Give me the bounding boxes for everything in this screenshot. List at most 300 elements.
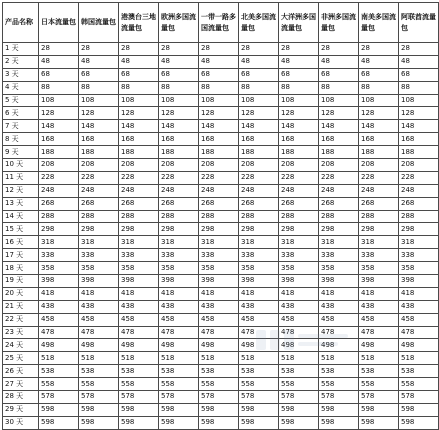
price-cell: 458 xyxy=(239,313,279,326)
price-cell: 478 xyxy=(119,326,159,339)
day-label: 4 天 xyxy=(3,81,39,94)
table-row xyxy=(3,249,439,262)
price-cell: 358 xyxy=(319,262,359,275)
day-label: 25 天 xyxy=(3,352,39,365)
price-cell: 108 xyxy=(199,94,239,107)
price-cell: 518 xyxy=(199,352,239,365)
price-cell: 88 xyxy=(359,81,399,94)
price-cell: 48 xyxy=(159,55,199,68)
price-cell: 598 xyxy=(79,403,119,416)
price-cell: 418 xyxy=(279,287,319,300)
header-belt-and-road: 一带一路多国流量包 xyxy=(199,3,239,43)
price-cell: 358 xyxy=(399,262,439,275)
price-cell: 108 xyxy=(79,94,119,107)
price-cell: 148 xyxy=(79,120,119,133)
price-cell: 208 xyxy=(119,159,159,172)
price-cell: 28 xyxy=(239,43,279,56)
price-cell: 88 xyxy=(399,81,439,94)
price-cell: 248 xyxy=(119,184,159,197)
table-row xyxy=(3,68,439,81)
header-japan: 日本流量包 xyxy=(39,3,79,43)
table-row xyxy=(3,107,439,120)
price-cell: 598 xyxy=(239,416,279,429)
price-cell: 248 xyxy=(319,184,359,197)
price-cell: 48 xyxy=(239,55,279,68)
price-cell: 68 xyxy=(39,68,79,81)
price-cell: 598 xyxy=(159,416,199,429)
day-label: 18 天 xyxy=(3,262,39,275)
price-cell: 578 xyxy=(159,391,199,404)
day-label: 17 天 xyxy=(3,249,39,262)
header-north-america: 北美多国流量包 xyxy=(239,3,279,43)
header-south-america: 南美多国流量包 xyxy=(359,3,399,43)
price-cell: 478 xyxy=(359,326,399,339)
price-cell: 148 xyxy=(319,120,359,133)
price-cell: 398 xyxy=(199,275,239,288)
table-row xyxy=(3,313,439,326)
price-cell: 108 xyxy=(239,94,279,107)
table-row xyxy=(3,287,439,300)
price-cell: 518 xyxy=(279,352,319,365)
price-cell: 298 xyxy=(279,223,319,236)
price-cell: 518 xyxy=(399,352,439,365)
price-cell: 338 xyxy=(159,249,199,262)
price-cell: 458 xyxy=(119,313,159,326)
traffic-package-price-table xyxy=(2,2,439,430)
price-cell: 148 xyxy=(239,120,279,133)
price-cell: 128 xyxy=(199,107,239,120)
price-cell: 318 xyxy=(159,236,199,249)
price-cell: 208 xyxy=(159,159,199,172)
price-cell: 458 xyxy=(199,313,239,326)
table-row xyxy=(3,133,439,146)
table-row xyxy=(3,416,439,429)
price-cell: 478 xyxy=(239,326,279,339)
price-cell: 318 xyxy=(359,236,399,249)
price-cell: 418 xyxy=(39,287,79,300)
price-cell: 458 xyxy=(319,313,359,326)
day-label: 21 天 xyxy=(3,300,39,313)
price-cell: 88 xyxy=(119,81,159,94)
price-cell: 168 xyxy=(239,133,279,146)
price-cell: 418 xyxy=(119,287,159,300)
price-cell: 438 xyxy=(39,300,79,313)
price-cell: 498 xyxy=(199,339,239,352)
price-cell: 68 xyxy=(159,68,199,81)
price-cell: 338 xyxy=(399,249,439,262)
price-cell: 28 xyxy=(79,43,119,56)
price-cell: 518 xyxy=(239,352,279,365)
day-label: 11 天 xyxy=(3,171,39,184)
price-cell: 268 xyxy=(279,197,319,210)
price-cell: 188 xyxy=(239,146,279,159)
price-cell: 188 xyxy=(199,146,239,159)
price-cell: 168 xyxy=(39,133,79,146)
price-cell: 168 xyxy=(319,133,359,146)
price-cell: 518 xyxy=(319,352,359,365)
price-cell: 88 xyxy=(199,81,239,94)
price-cell: 228 xyxy=(199,171,239,184)
price-cell: 68 xyxy=(279,68,319,81)
price-cell: 498 xyxy=(159,339,199,352)
day-label: 20 天 xyxy=(3,287,39,300)
price-cell: 298 xyxy=(39,223,79,236)
price-cell: 458 xyxy=(359,313,399,326)
price-cell: 288 xyxy=(399,210,439,223)
price-cell: 398 xyxy=(359,275,399,288)
price-cell: 298 xyxy=(399,223,439,236)
price-cell: 418 xyxy=(319,287,359,300)
table-row xyxy=(3,171,439,184)
price-cell: 168 xyxy=(199,133,239,146)
price-cell: 188 xyxy=(79,146,119,159)
price-cell: 48 xyxy=(279,55,319,68)
price-cell: 188 xyxy=(159,146,199,159)
price-cell: 398 xyxy=(159,275,199,288)
price-cell: 538 xyxy=(79,365,119,378)
price-cell: 478 xyxy=(279,326,319,339)
price-cell: 598 xyxy=(79,416,119,429)
table-row xyxy=(3,94,439,107)
price-cell: 578 xyxy=(399,391,439,404)
price-cell: 28 xyxy=(119,43,159,56)
price-cell: 358 xyxy=(359,262,399,275)
price-cell: 28 xyxy=(319,43,359,56)
day-label: 5 天 xyxy=(3,94,39,107)
price-cell: 248 xyxy=(159,184,199,197)
price-cell: 558 xyxy=(119,378,159,391)
price-cell: 88 xyxy=(279,81,319,94)
price-cell: 88 xyxy=(159,81,199,94)
price-cell: 478 xyxy=(159,326,199,339)
price-cell: 288 xyxy=(119,210,159,223)
price-cell: 318 xyxy=(79,236,119,249)
price-cell: 168 xyxy=(359,133,399,146)
price-cell: 248 xyxy=(279,184,319,197)
price-cell: 498 xyxy=(279,339,319,352)
price-cell: 108 xyxy=(279,94,319,107)
day-label: 7 天 xyxy=(3,120,39,133)
price-cell: 128 xyxy=(319,107,359,120)
header-hk-macau-taiwan: 港澳台三地流量包 xyxy=(119,3,159,43)
price-cell: 578 xyxy=(39,391,79,404)
day-label: 10 天 xyxy=(3,159,39,172)
price-cell: 208 xyxy=(279,159,319,172)
price-cell: 268 xyxy=(239,197,279,210)
table-row xyxy=(3,146,439,159)
price-cell: 48 xyxy=(319,55,359,68)
price-cell: 188 xyxy=(39,146,79,159)
header-europe: 欧洲多国流量包 xyxy=(159,3,199,43)
table-row xyxy=(3,43,439,56)
price-cell: 558 xyxy=(39,378,79,391)
price-cell: 338 xyxy=(359,249,399,262)
price-cell: 248 xyxy=(199,184,239,197)
price-cell: 318 xyxy=(39,236,79,249)
price-cell: 558 xyxy=(159,378,199,391)
price-cell: 298 xyxy=(239,223,279,236)
day-label: 6 天 xyxy=(3,107,39,120)
price-cell: 598 xyxy=(39,416,79,429)
price-cell: 538 xyxy=(239,365,279,378)
price-cell: 128 xyxy=(119,107,159,120)
price-cell: 168 xyxy=(399,133,439,146)
price-cell: 598 xyxy=(279,403,319,416)
price-cell: 598 xyxy=(319,416,359,429)
price-cell: 68 xyxy=(199,68,239,81)
price-cell: 578 xyxy=(319,391,359,404)
price-cell: 268 xyxy=(39,197,79,210)
price-cell: 208 xyxy=(79,159,119,172)
price-cell: 358 xyxy=(39,262,79,275)
price-cell: 358 xyxy=(199,262,239,275)
price-cell: 288 xyxy=(239,210,279,223)
price-cell: 28 xyxy=(39,43,79,56)
price-cell: 228 xyxy=(359,171,399,184)
price-cell: 318 xyxy=(199,236,239,249)
price-cell: 318 xyxy=(399,236,439,249)
table-row xyxy=(3,378,439,391)
price-cell: 298 xyxy=(319,223,359,236)
price-cell: 48 xyxy=(199,55,239,68)
price-cell: 68 xyxy=(119,68,159,81)
price-cell: 318 xyxy=(279,236,319,249)
price-cell: 598 xyxy=(319,403,359,416)
price-cell: 518 xyxy=(119,352,159,365)
price-cell: 68 xyxy=(79,68,119,81)
table-row xyxy=(3,236,439,249)
price-cell: 248 xyxy=(359,184,399,197)
price-cell: 558 xyxy=(79,378,119,391)
price-cell: 188 xyxy=(399,146,439,159)
price-cell: 438 xyxy=(79,300,119,313)
price-cell: 358 xyxy=(279,262,319,275)
price-cell: 478 xyxy=(199,326,239,339)
price-cell: 268 xyxy=(399,197,439,210)
price-cell: 338 xyxy=(279,249,319,262)
price-cell: 598 xyxy=(119,403,159,416)
price-cell: 458 xyxy=(159,313,199,326)
price-cell: 498 xyxy=(39,339,79,352)
price-cell: 478 xyxy=(39,326,79,339)
price-cell: 148 xyxy=(399,120,439,133)
price-cell: 48 xyxy=(399,55,439,68)
price-cell: 128 xyxy=(79,107,119,120)
day-label: 13 天 xyxy=(3,197,39,210)
price-cell: 538 xyxy=(39,365,79,378)
day-label: 24 天 xyxy=(3,339,39,352)
price-cell: 398 xyxy=(399,275,439,288)
price-cell: 48 xyxy=(119,55,159,68)
price-cell: 358 xyxy=(119,262,159,275)
price-cell: 298 xyxy=(359,223,399,236)
price-cell: 338 xyxy=(119,249,159,262)
price-cell: 148 xyxy=(359,120,399,133)
price-cell: 398 xyxy=(39,275,79,288)
day-label: 15 天 xyxy=(3,223,39,236)
price-cell: 458 xyxy=(399,313,439,326)
price-cell: 418 xyxy=(359,287,399,300)
price-cell: 108 xyxy=(359,94,399,107)
price-cell: 518 xyxy=(79,352,119,365)
price-cell: 538 xyxy=(199,365,239,378)
price-cell: 168 xyxy=(159,133,199,146)
price-cell: 398 xyxy=(319,275,359,288)
price-cell: 438 xyxy=(319,300,359,313)
header-oceania: 大洋洲多国流量包 xyxy=(279,3,319,43)
price-cell: 68 xyxy=(399,68,439,81)
price-cell: 358 xyxy=(239,262,279,275)
price-cell: 128 xyxy=(159,107,199,120)
price-cell: 68 xyxy=(319,68,359,81)
price-cell: 518 xyxy=(39,352,79,365)
price-cell: 208 xyxy=(39,159,79,172)
header-korea: 韩国流量包 xyxy=(79,3,119,43)
price-cell: 128 xyxy=(359,107,399,120)
price-cell: 188 xyxy=(319,146,359,159)
price-cell: 558 xyxy=(199,378,239,391)
price-cell: 108 xyxy=(119,94,159,107)
price-cell: 288 xyxy=(39,210,79,223)
price-cell: 458 xyxy=(279,313,319,326)
price-cell: 338 xyxy=(239,249,279,262)
price-cell: 598 xyxy=(279,416,319,429)
price-cell: 558 xyxy=(319,378,359,391)
table-row xyxy=(3,55,439,68)
price-cell: 418 xyxy=(79,287,119,300)
table-row xyxy=(3,300,439,313)
price-cell: 288 xyxy=(79,210,119,223)
price-cell: 128 xyxy=(39,107,79,120)
price-cell: 578 xyxy=(359,391,399,404)
price-cell: 498 xyxy=(319,339,359,352)
price-cell: 598 xyxy=(399,416,439,429)
price-cell: 438 xyxy=(399,300,439,313)
price-cell: 88 xyxy=(239,81,279,94)
price-cell: 208 xyxy=(199,159,239,172)
price-cell: 538 xyxy=(399,365,439,378)
price-cell: 418 xyxy=(199,287,239,300)
price-cell: 298 xyxy=(159,223,199,236)
price-cell: 188 xyxy=(119,146,159,159)
price-cell: 578 xyxy=(79,391,119,404)
price-cell: 538 xyxy=(359,365,399,378)
price-cell: 148 xyxy=(119,120,159,133)
price-cell: 558 xyxy=(279,378,319,391)
price-cell: 268 xyxy=(319,197,359,210)
price-cell: 318 xyxy=(119,236,159,249)
table-row xyxy=(3,210,439,223)
price-cell: 208 xyxy=(399,159,439,172)
price-cell: 398 xyxy=(119,275,159,288)
day-label: 9 天 xyxy=(3,146,39,159)
day-label: 3 天 xyxy=(3,68,39,81)
price-cell: 578 xyxy=(199,391,239,404)
price-cell: 128 xyxy=(399,107,439,120)
price-cell: 298 xyxy=(119,223,159,236)
table-row xyxy=(3,262,439,275)
table-row xyxy=(3,120,439,133)
table-row xyxy=(3,391,439,404)
price-cell: 398 xyxy=(239,275,279,288)
price-cell: 28 xyxy=(159,43,199,56)
price-cell: 338 xyxy=(199,249,239,262)
price-cell: 578 xyxy=(239,391,279,404)
price-cell: 478 xyxy=(399,326,439,339)
price-cell: 338 xyxy=(39,249,79,262)
table-row xyxy=(3,275,439,288)
table-row xyxy=(3,339,439,352)
price-cell: 598 xyxy=(39,403,79,416)
price-cell: 228 xyxy=(39,171,79,184)
price-cell: 518 xyxy=(359,352,399,365)
price-cell: 228 xyxy=(319,171,359,184)
price-cell: 398 xyxy=(279,275,319,288)
day-label: 29 天 xyxy=(3,403,39,416)
day-label: 1 天 xyxy=(3,43,39,56)
price-cell: 288 xyxy=(279,210,319,223)
price-cell: 268 xyxy=(119,197,159,210)
table-row xyxy=(3,326,439,339)
price-cell: 288 xyxy=(319,210,359,223)
price-cell: 148 xyxy=(39,120,79,133)
price-cell: 558 xyxy=(359,378,399,391)
price-cell: 68 xyxy=(359,68,399,81)
day-label: 23 天 xyxy=(3,326,39,339)
price-cell: 108 xyxy=(399,94,439,107)
price-cell: 298 xyxy=(199,223,239,236)
price-cell: 228 xyxy=(119,171,159,184)
price-cell: 598 xyxy=(199,416,239,429)
price-cell: 128 xyxy=(279,107,319,120)
header-africa: 非洲多国流量包 xyxy=(319,3,359,43)
price-cell: 28 xyxy=(199,43,239,56)
price-cell: 338 xyxy=(319,249,359,262)
price-cell: 558 xyxy=(239,378,279,391)
price-cell: 598 xyxy=(359,416,399,429)
day-label: 22 天 xyxy=(3,313,39,326)
price-cell: 538 xyxy=(119,365,159,378)
day-label: 8 天 xyxy=(3,133,39,146)
price-cell: 298 xyxy=(79,223,119,236)
day-label: 14 天 xyxy=(3,210,39,223)
price-cell: 578 xyxy=(119,391,159,404)
price-cell: 268 xyxy=(359,197,399,210)
price-cell: 88 xyxy=(319,81,359,94)
price-cell: 248 xyxy=(399,184,439,197)
price-cell: 338 xyxy=(79,249,119,262)
price-cell: 268 xyxy=(199,197,239,210)
price-cell: 208 xyxy=(359,159,399,172)
price-cell: 68 xyxy=(239,68,279,81)
price-cell: 48 xyxy=(79,55,119,68)
price-cell: 458 xyxy=(39,313,79,326)
price-cell: 558 xyxy=(399,378,439,391)
price-cell: 108 xyxy=(159,94,199,107)
price-cell: 418 xyxy=(399,287,439,300)
price-cell: 538 xyxy=(159,365,199,378)
table-row xyxy=(3,403,439,416)
price-cell: 48 xyxy=(359,55,399,68)
price-cell: 28 xyxy=(279,43,319,56)
price-cell: 48 xyxy=(39,55,79,68)
day-label: 19 天 xyxy=(3,275,39,288)
price-cell: 228 xyxy=(159,171,199,184)
price-document xyxy=(2,2,436,427)
price-cell: 478 xyxy=(319,326,359,339)
table-row xyxy=(3,365,439,378)
day-label: 16 天 xyxy=(3,236,39,249)
